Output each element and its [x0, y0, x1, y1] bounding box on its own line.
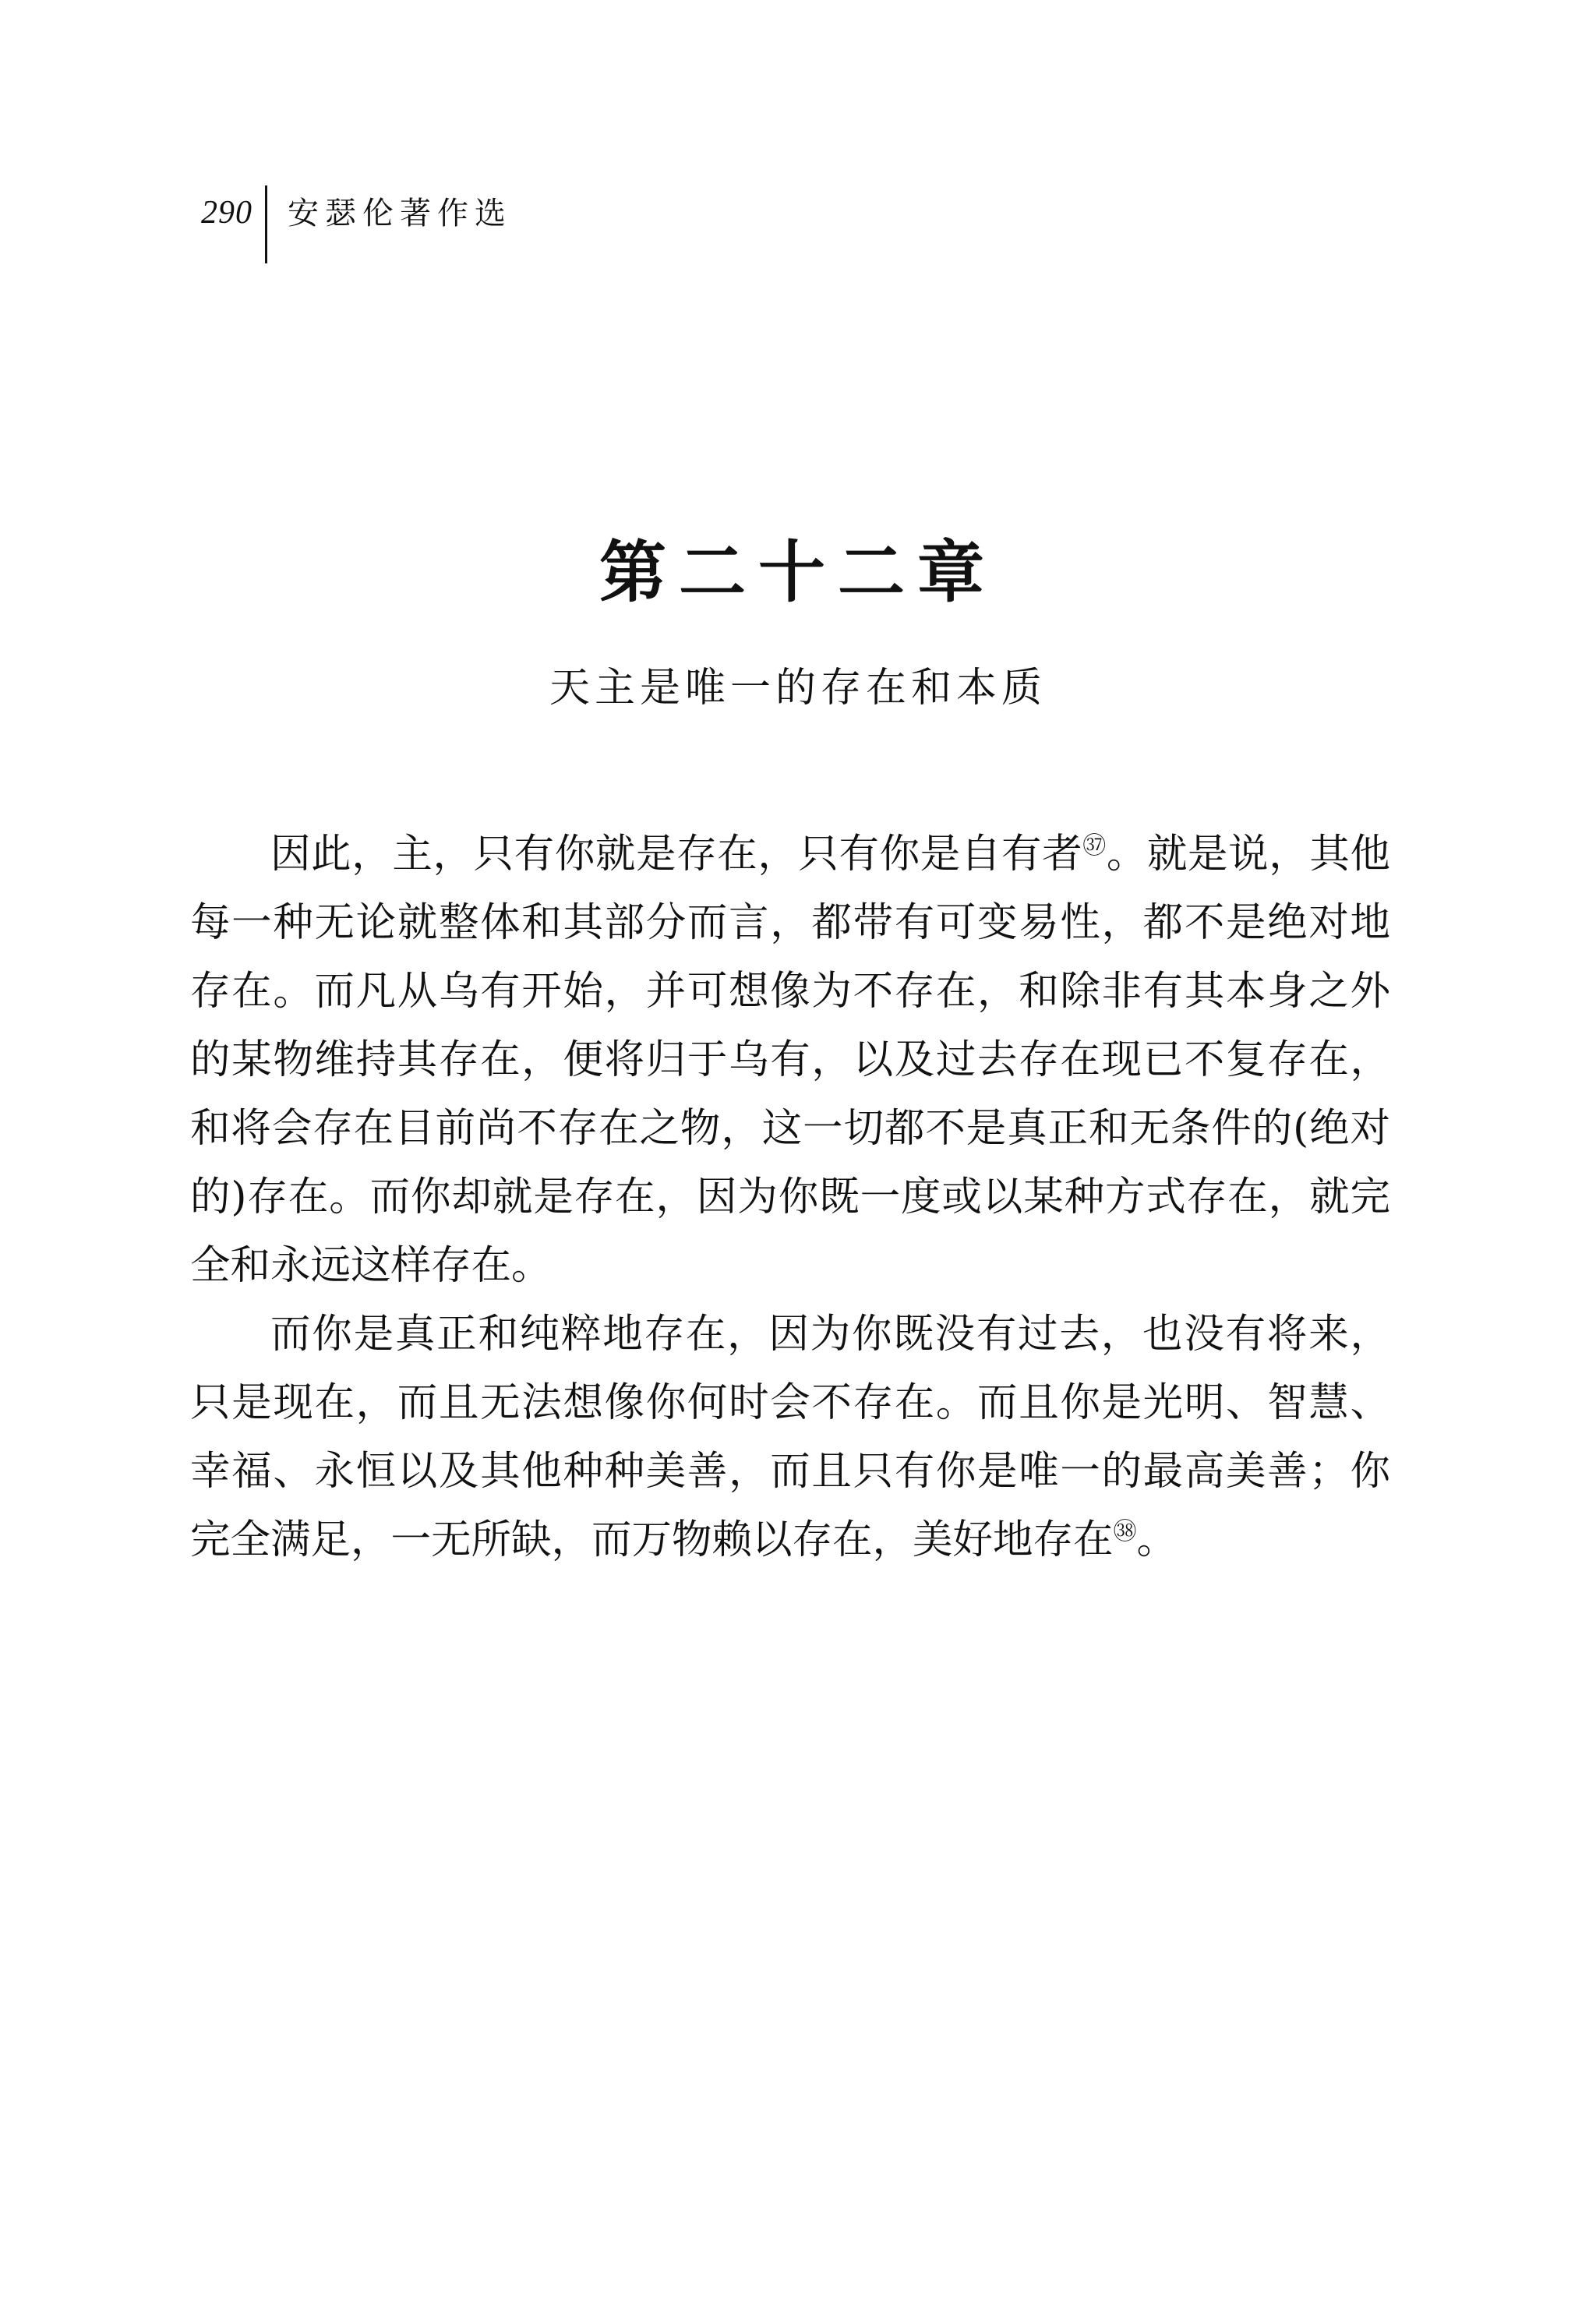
- paragraph-text: 。就是说，其他每一种无论就整体和其部分而言，都带有可变易性，都不是绝对地存在。而凡从乌有开始，并可想像为不存在，和除非有其本身之外的某物维持其存在，便将归于乌有，以及过去存在现已不复存在，和将会存在目前尚不存在之物，这一切都不是真正和无条件的(绝对的)存在。而你却就是存在，因为你既一度或以某种方式存在，就完全和永远这样存在。: [190, 831, 1390, 1289]
- paragraph: [190, 1300, 1390, 1574]
- running-title: 安瑟伦著作选: [288, 196, 512, 231]
- chapter-subtitle: 天主是唯一的存在和本质: [549, 665, 1047, 712]
- paragraph-text: 。: [1136, 1517, 1178, 1563]
- paragraph-text: 而你是真正和纯粹地存在，因为你既没有过去，也没有将来，只是现在，而且无法想像你何时会不存在。而且你是光明、智慧、幸福、永恒以及其他种种美善，而且只有你是唯一的最高美善；你完全满足，一无所缺，而万物赖以存在，美好地存在: [190, 1311, 1390, 1563]
- paragraph: [190, 820, 1390, 1300]
- page-number: 290: [201, 195, 252, 231]
- footnote-reference[interactable]: ㊲: [1082, 832, 1107, 860]
- body-text: [190, 820, 1390, 1574]
- footnote-reference[interactable]: ㊳: [1113, 1517, 1137, 1545]
- paragraph-text: 因此，主，只有你就是存在，只有你是自有者: [270, 831, 1083, 878]
- running-header: [201, 185, 512, 263]
- chapter-title: 第二十二章: [599, 533, 997, 612]
